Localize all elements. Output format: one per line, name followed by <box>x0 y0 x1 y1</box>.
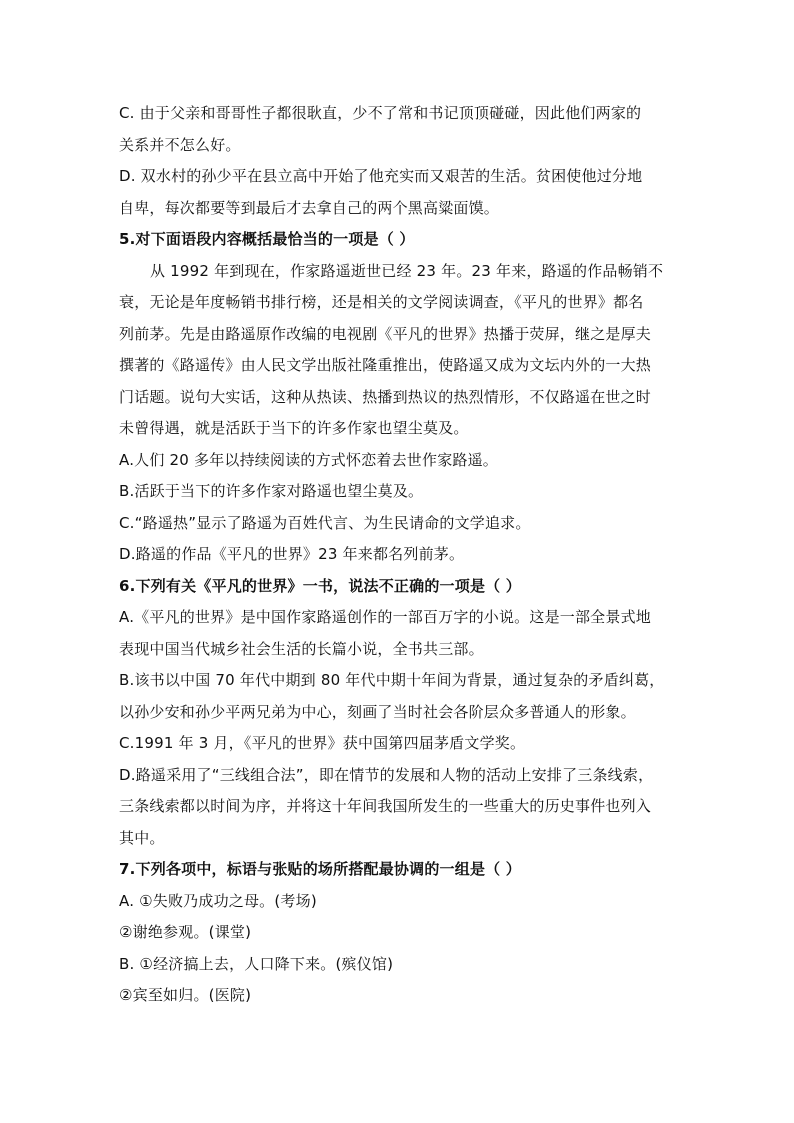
text-line: 表现中国当代城乡社会生活的长篇小说，全书共三部。 <box>119 639 484 658</box>
text-line: ②谢绝参观。(课堂) <box>119 923 252 941</box>
option-line: A.人们 20 多年以持续阅读的方式怀恋着去世作家路遥。 <box>119 450 498 469</box>
option-line: A. ①失败乃成功之母。(考场) <box>119 891 317 910</box>
option-line: D.路遥的作品《平凡的世界》23 年来都名列前茅。 <box>119 545 465 563</box>
option-line: A.《平凡的世界》是中国作家路遥创作的一部百万字的小说。这是一部全景式地 <box>119 608 651 626</box>
question-heading: 5.对下面语段内容概括最恰当的一项是（ ） <box>119 230 415 248</box>
option-line: C.“路遥热”显示了路遥为百姓代言、为生民请命的文学追求。 <box>119 513 531 532</box>
text-line: 未曾得遇，就是活跃于当下的许多作家也望尘莫及。 <box>119 419 469 437</box>
text-line: 从 1992 年到现在，作家路遥逝世已经 23 年。23 年来，路遥的作品畅销不 <box>150 261 664 280</box>
text-line: 三条线索都以时间为序，并将这十年间我国所发生的一些重大的历史事件也列入 <box>119 797 652 815</box>
text-line: 撰著的《路遥传》由人民文学出版社隆重推出，使路遥又成为文坛内外的一大热 <box>119 356 652 374</box>
text-line: 列前茅。先是由路遥原作改编的电视剧《平凡的世界》热播于荧屏，继之是厚夫 <box>119 324 652 343</box>
text-line: 其中。 <box>119 828 165 847</box>
text-line: 关系并不怎么好。 <box>119 135 241 154</box>
option-line: C.1991 年 3 月，《平凡的世界》获中国第四届茅盾文学奖。 <box>119 734 526 752</box>
text-line: 门话题。说句大实话，这种从热读、热播到热议的热烈情形，不仅路遥在世之时 <box>119 387 652 406</box>
option-line: B.活跃于当下的许多作家对路遥也望尘莫及。 <box>119 482 424 500</box>
text-line: 自卑，每次都要等到最后才去拿自己的两个黑高粱面馍。 <box>119 198 500 217</box>
text-line: ②宾至如归。(医院) <box>119 986 252 1004</box>
document-page <box>119 98 685 1012</box>
option-line: D.路遥采用了“三线组合法”，即在情节的发展和人物的活动上安排了三条线索， <box>119 765 654 784</box>
option-line: B.该书以中国 70 年代中期到 80 年代中期十年间为背景，通过复杂的矛盾纠葛， <box>119 671 665 689</box>
option-line: B. ①经济搞上去，人口降下来。(殡仪馆) <box>119 954 394 973</box>
text-line: 以孙少安和孙少平两兄弟为中心，刻画了当时社会各阶层众多普通人的形象。 <box>119 702 636 721</box>
text-line: C. 由于父亲和哥哥性子都很耿直，少不了常和书记顶顶碰碰，因此他们两家的 <box>119 104 642 122</box>
question-heading: 6.下列有关《平凡的世界》一书，说法不正确的一项是（ ） <box>119 576 521 595</box>
question-heading: 7.下列各项中，标语与张贴的场所搭配最协调的一组是（ ） <box>119 860 521 878</box>
text-line: D. 双水村的孙少平在县立高中开始了他充实而又艰苦的生活。贫困使他过分地 <box>119 167 643 185</box>
text-line: 衰，无论是年度畅销书排行榜，还是相关的文学阅读调查，《平凡的世界》都名 <box>119 293 644 311</box>
